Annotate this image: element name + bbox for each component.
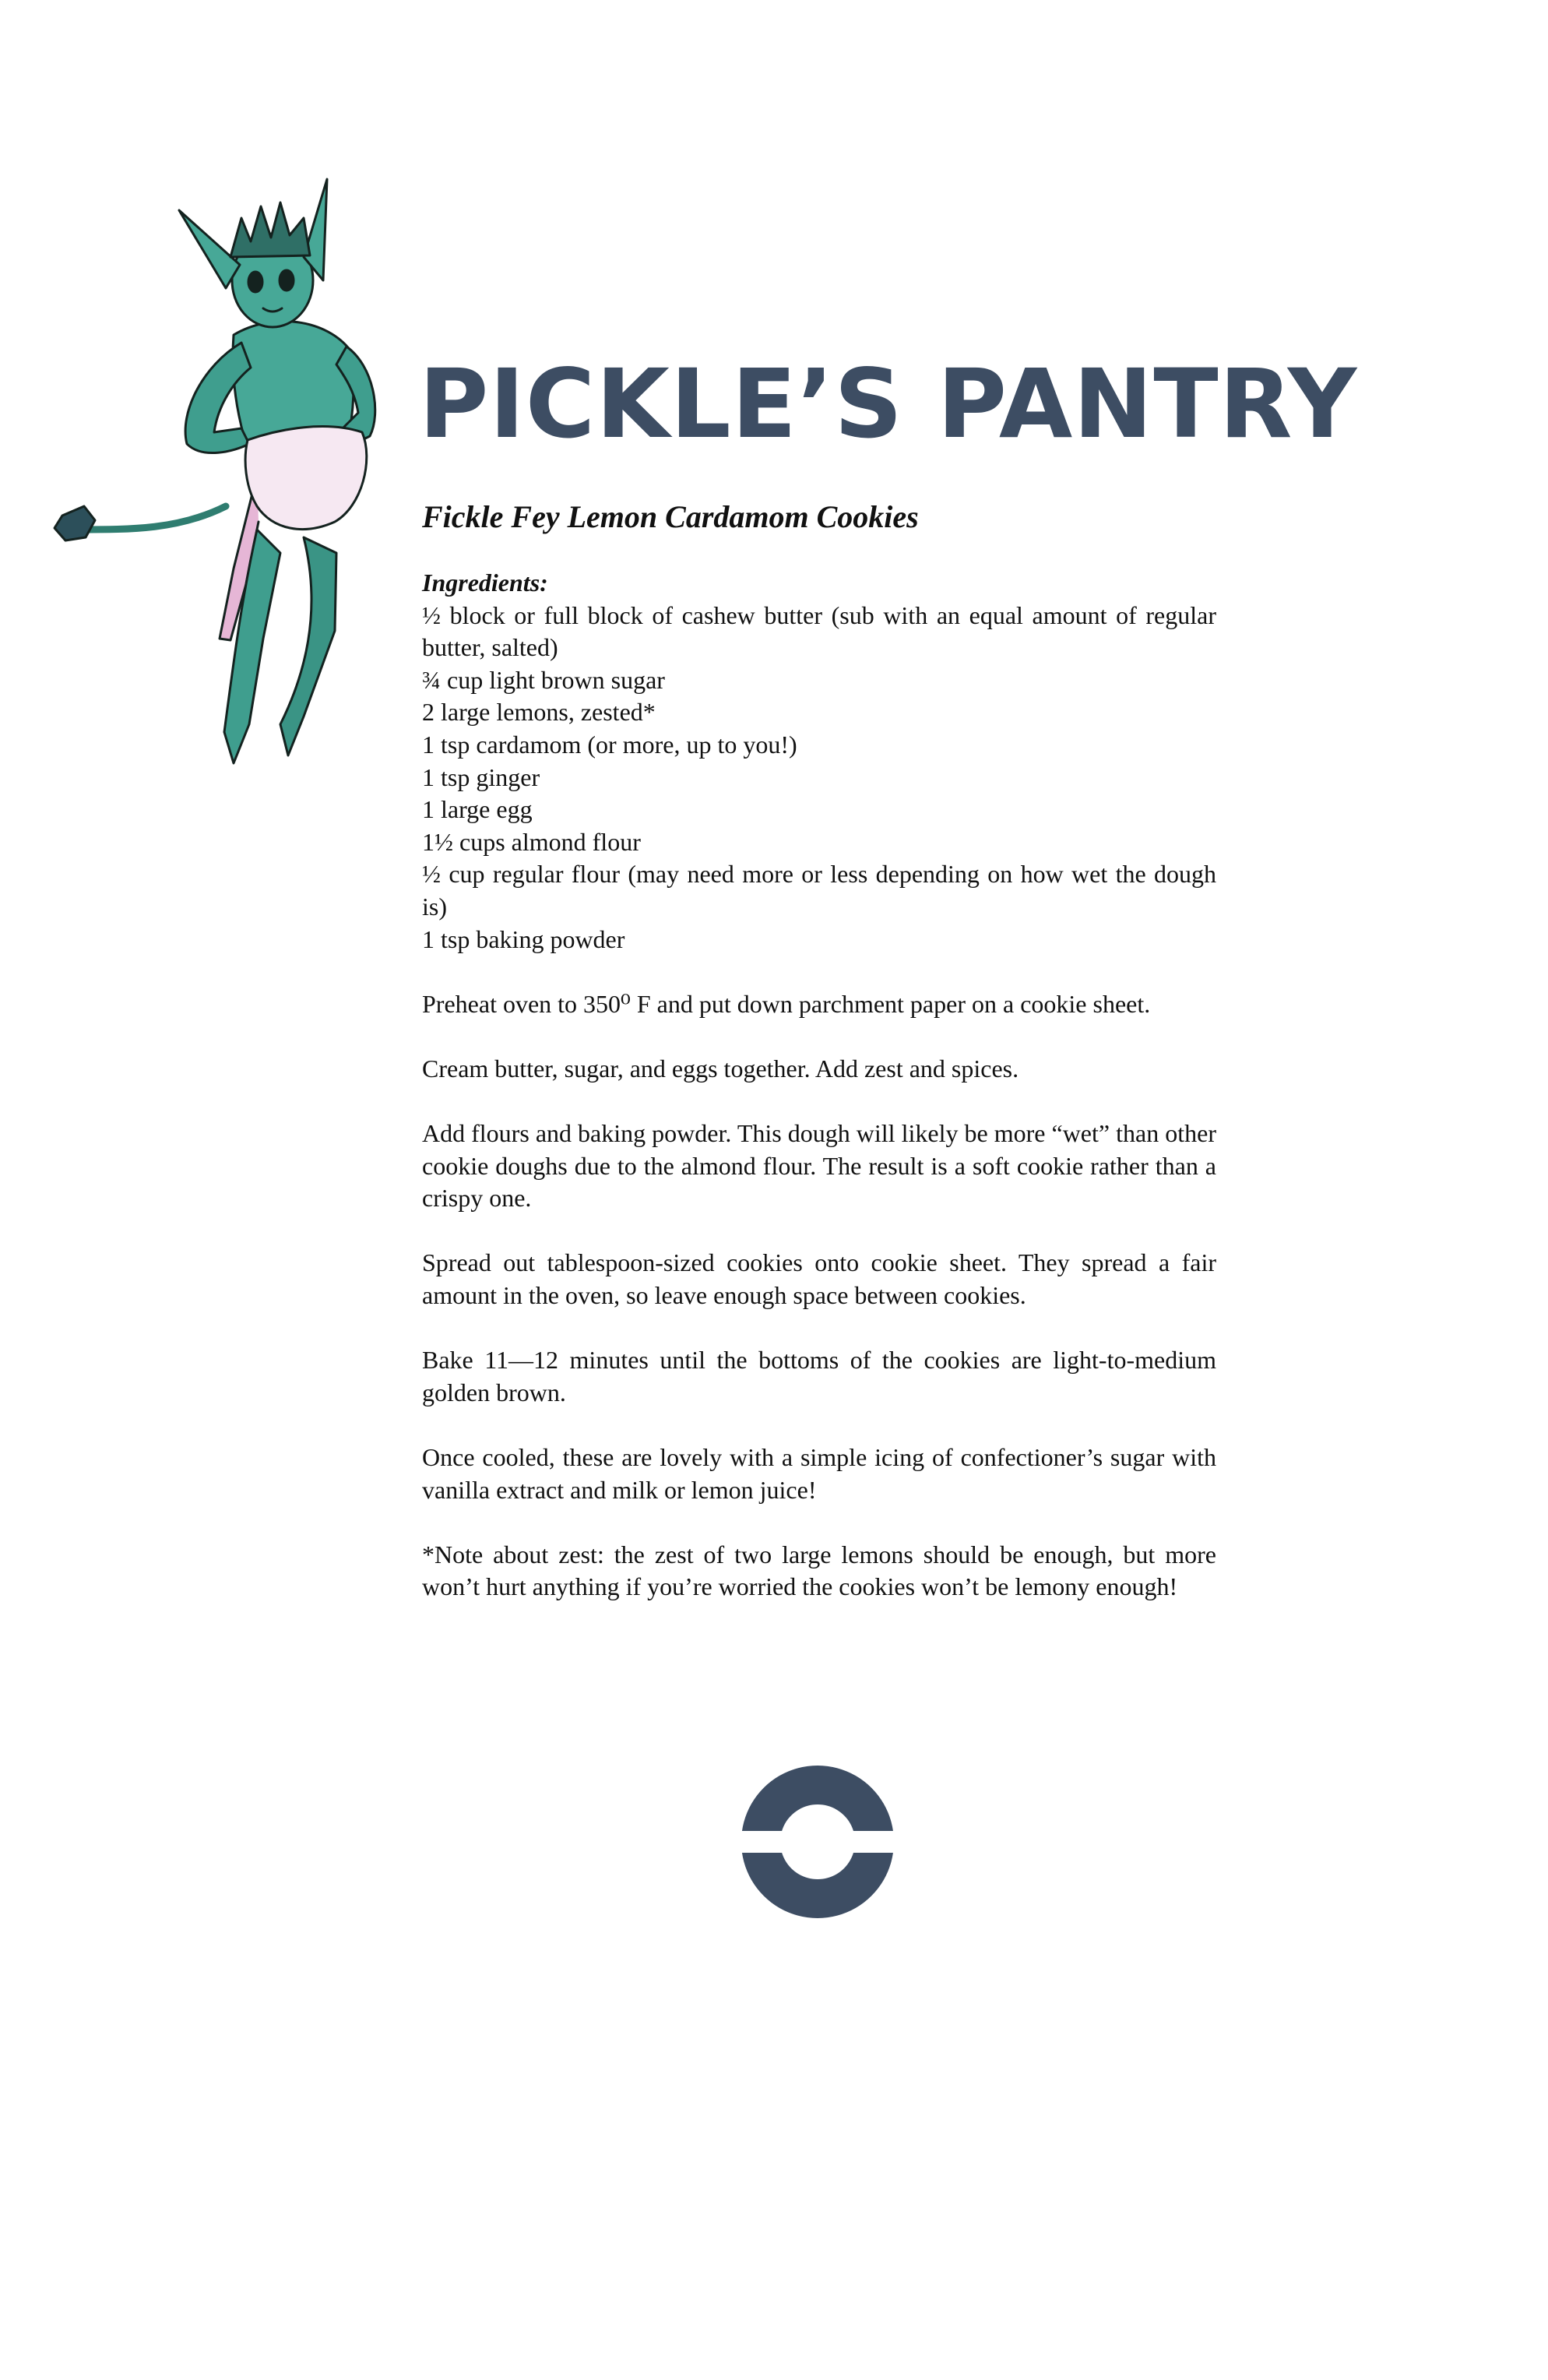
ingredient-item: 1 tsp baking powder xyxy=(422,924,625,953)
pickle-fey-illustration xyxy=(47,164,389,787)
recipe-body xyxy=(422,498,1216,1604)
ingredient-item: 1 tsp ginger xyxy=(422,762,540,791)
instruction-step: Once cooled, these are lovely with a simple icing of confectioner’s sugar with vanilla extract and milk or lemon juice! xyxy=(422,1443,1216,1504)
instruction-step: Bake 11—12 minutes until the bottoms of the cookies are light-to-medium golden brown. xyxy=(422,1346,1216,1407)
ring-logo-icon xyxy=(740,1764,895,1920)
ingredient-item: ½ cup regular flour (may need more or less depending on how wet the dough is) xyxy=(422,860,1216,921)
ingredient-item: ¾ cup light brown sugar xyxy=(422,665,665,694)
ingredient-item: ½ block or full block of cashew butter (sub with an equal amount of regular butter, salted) xyxy=(422,600,1216,662)
instruction-step: Cream butter, sugar, and eggs together. Add zest and spices. xyxy=(422,1054,1019,1083)
ingredient-item: 1 tsp cardamom (or more, up to you!) xyxy=(422,730,797,759)
ingredient-item: 1½ cups almond flour xyxy=(422,827,641,856)
ingredients-heading: Ingredients: xyxy=(422,569,548,597)
ingredient-item: 1 large egg xyxy=(422,795,533,824)
ingredients-list xyxy=(422,600,1216,956)
instruction-step: Spread out tablespoon-sized cookies onto cookie sheet. They spread a fair amount in the oven, so leave enough space between cookies. xyxy=(422,1248,1216,1310)
recipe-title: Fickle Fey Lemon Cardamom Cookies xyxy=(422,499,919,534)
ingredient-item: 2 large lemons, zested* xyxy=(422,698,656,727)
page-title: PICKLE’S PANTRY xyxy=(419,349,1358,459)
zest-note: *Note about zest: the zest of two large lemons should be enough, but more won’t hurt anything if you’re worried the cookies won’t be lemony enough! xyxy=(422,1540,1216,1601)
instruction-step: Preheat oven to 350⁰ F and put down parchment paper on a cookie sheet. xyxy=(422,989,1151,1018)
instruction-step: Add flours and baking powder. This dough will likely be more “wet” than other cookie doughs due to the almond flour. The result is a soft cookie rather than a crispy one. xyxy=(422,1119,1216,1213)
